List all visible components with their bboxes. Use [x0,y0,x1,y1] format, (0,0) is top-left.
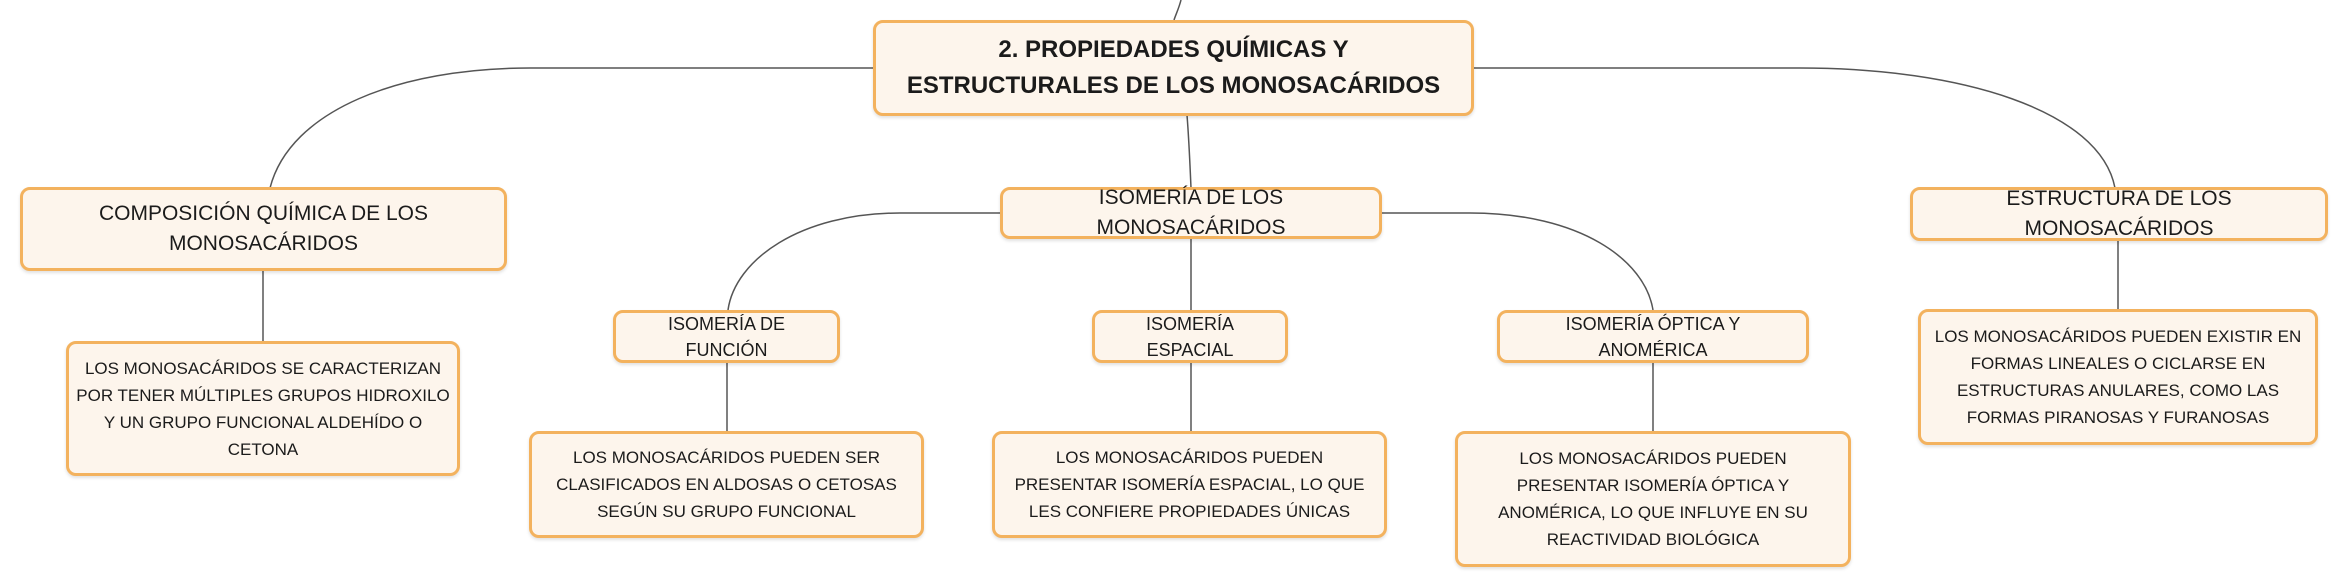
isomeria-funcion-label: ISOMERÍA DE FUNCIÓN [667,313,786,360]
estructura-node[interactable] [1910,187,2328,241]
isomeria-espacial-detail-node[interactable] [992,431,1387,538]
estructura-detail-node[interactable] [1918,309,2318,445]
composicion-node[interactable] [20,187,507,271]
composicion-detail-node[interactable] [66,341,460,476]
estructura-node-label: ESTRUCTURA DE LOS MONOSACÁRIDOS [2006,187,2232,240]
connector-root-to-isomeria [1187,115,1191,188]
connector-parent-to-root [1174,0,1181,20]
isomeria-node-label: ISOMERÍA DE LOS MONOSACÁRIDOS [1096,186,1286,239]
composicion-node-label: COMPOSICIÓN QUÍMICA DE LOS MONOSACÁRIDOS [98,202,429,255]
connector-root-to-estructura [1470,68,2115,188]
isomeria-funcion-detail-node[interactable] [529,431,924,538]
isomeria-funcion-detail-text: LOS MONOSACÁRIDOS PUEDEN SER CLASIFICADOS EN ALDOSAS O CETOSAS SEGÚN SU GRUPO FUNCIONAL [556,448,897,521]
isomeria-node[interactable] [1000,187,1382,239]
isomeria-optica-label: ISOMERÍA ÓPTICA Y ANOMÉRICA [1565,313,1741,360]
isomeria-funcion-node[interactable] [613,310,840,363]
connector-isomeria-to-optica [1380,213,1653,310]
isomeria-optica-detail-node[interactable] [1455,431,1851,567]
isomeria-optica-detail-text: LOS MONOSACÁRIDOS PUEDEN PRESENTAR ISOMERÍA ÓPTICA Y ANOMÉRICA, LO QUE INFLUYE EN SU REACTIVIDAD BIOLÓGICA [1498,449,1808,549]
isomeria-espacial-label: ISOMERÍA ESPACIAL [1145,313,1234,360]
root-node[interactable] [873,20,1474,116]
connector-root-to-composicion [270,68,875,188]
isomeria-espacial-node[interactable] [1092,310,1288,363]
isomeria-espacial-detail-text: LOS MONOSACÁRIDOS PUEDEN PRESENTAR ISOMERÍA ESPACIAL, LO QUE LES CONFIERE PROPIEDADES ÚNICAS [1014,448,1365,521]
estructura-detail-text: LOS MONOSACÁRIDOS PUEDEN EXISTIR EN FORMAS LINEALES O CICLARSE EN ESTRUCTURAS ANULARES, COMO LAS FORMAS PIRANOSAS Y FURANOSAS [1934,327,2302,427]
connector-isomeria-to-funcion [728,213,1000,310]
root-node-label: 2. PROPIEDADES QUÍMICAS Y ESTRUCTURALES DE LOS MONOSACÁRIDOS [906,36,1441,99]
composicion-detail-text: LOS MONOSACÁRIDOS SE CARACTERIZAN POR TENER MÚLTIPLES GRUPOS HIDROXILO Y UN GRUPO FUNCIONAL ALDEHÍDO O CETONA [76,358,450,459]
isomeria-optica-node[interactable] [1497,310,1809,363]
